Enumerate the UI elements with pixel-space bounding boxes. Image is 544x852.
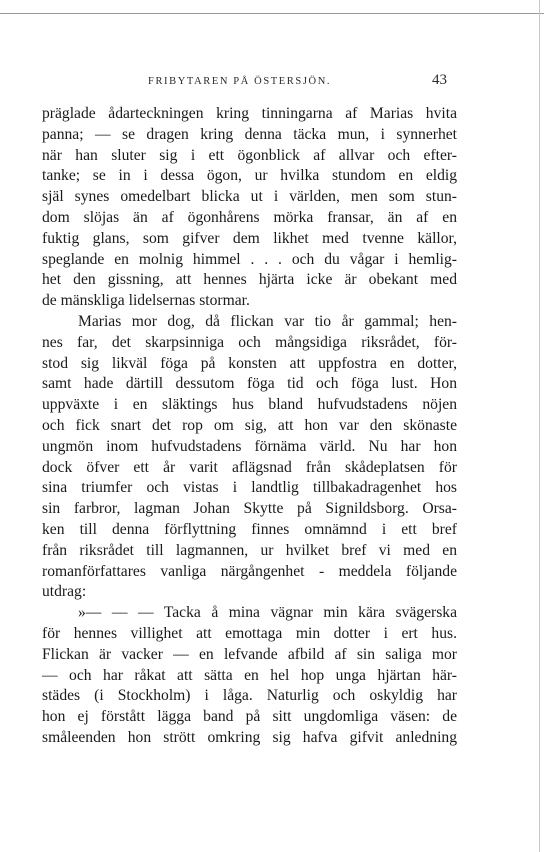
text-line: nes far, det skarpsinniga och mångsidiga riksrådet, för-	[42, 333, 457, 351]
body-text	[42, 104, 457, 749]
text-line: småleenden hon strött omkring sig hafva gifvit anledning	[42, 728, 457, 746]
text-line: het den gissning, att hennes hjärta icke är obekant med	[42, 271, 457, 289]
text-line: från riksrådet till lagmannen, ur hvilket bref vi med en	[42, 541, 457, 559]
text-line: dock öfver ett år varit aflägsnad från skådeplatsen för	[42, 458, 457, 476]
text-line: romanförfattares vanliga närgångenhet - meddela följande	[42, 562, 457, 580]
text-line: utdrag:	[42, 583, 87, 601]
paragraph-1	[42, 104, 457, 312]
text-line: Marias mor dog, då flickan var tio år gammal; hen-	[78, 312, 457, 330]
text-line: själ synes omedelbart blicka ut i världen, men som stun-	[42, 188, 457, 206]
text-line: sin farbror, lagman Johan Skytte på Signildsborg. Orsa-	[42, 500, 457, 518]
text-line: dom slöjas än af ögonhårens mörka fransar, än af en	[42, 208, 457, 226]
page-number: 43	[432, 72, 447, 88]
text-line: ungmön inom hufvudstadens förnäma värld. Nu har hon	[42, 437, 457, 455]
text-line: hon ej förstått lägga band på sitt ungdomliga väsen: de	[42, 708, 457, 726]
top-border-rule	[0, 13, 544, 14]
running-head: FRIBYTAREN PÅ ÖSTERSJÖN.	[148, 76, 332, 87]
text-line: fuktig glans, som gifver dem likhet med tvenne källor,	[42, 229, 457, 247]
paragraph-3	[42, 603, 457, 749]
text-line: för hennes villighet att emottaga min dotter i ert hus.	[42, 624, 457, 642]
text-line: de mänskliga lidelsernas stormar.	[42, 292, 250, 310]
page-header	[0, 74, 544, 92]
text-line: ken till denna förflyttning finnes omnämnd i ett bref	[42, 520, 457, 538]
text-line: uppväxte i en släktings hus bland hufvudstadens nöjen	[42, 396, 457, 414]
text-line: städes (i Stockholm) i låga. Naturlig och oskyldig har	[42, 687, 457, 705]
text-line: stod sig likväl föga på konsten att uppfostra en dotter,	[42, 354, 457, 372]
text-line: sina triumfer och vistas i landtlig tillbakadragenhet hos	[42, 479, 457, 497]
text-line: präglade ådarteckningen kring tinningarna af Marias hvita	[42, 105, 457, 122]
right-page-edge	[539, 0, 540, 852]
text-line: när han sluter sig i ett ögonblick af allvar och efter-	[42, 146, 457, 164]
text-line: — och har råkat att sätta en hel hop unga hjärtan här-	[42, 666, 457, 684]
text-line: och fick snart det rop om sig, att hon var den skönaste	[42, 416, 457, 434]
paragraph-2	[42, 312, 457, 603]
text-line: »— — — Tacka å mina vägnar min kära svägerska	[78, 604, 457, 622]
text-line: Flickan är vacker — en lefvande afbild af sin saliga mor	[42, 645, 457, 663]
text-line: speglande en molnig himmel . . . och du vågar i hemlig-	[42, 250, 457, 268]
text-line: samt hade därtill dessutom föga tid och föga lust. Hon	[42, 375, 457, 393]
text-line: panna; — se dragen kring denna täcka mun, i synnerhet	[42, 125, 457, 143]
text-line: tanke; se in i dessa ögon, ur hvilka stundom en eldig	[42, 167, 457, 185]
